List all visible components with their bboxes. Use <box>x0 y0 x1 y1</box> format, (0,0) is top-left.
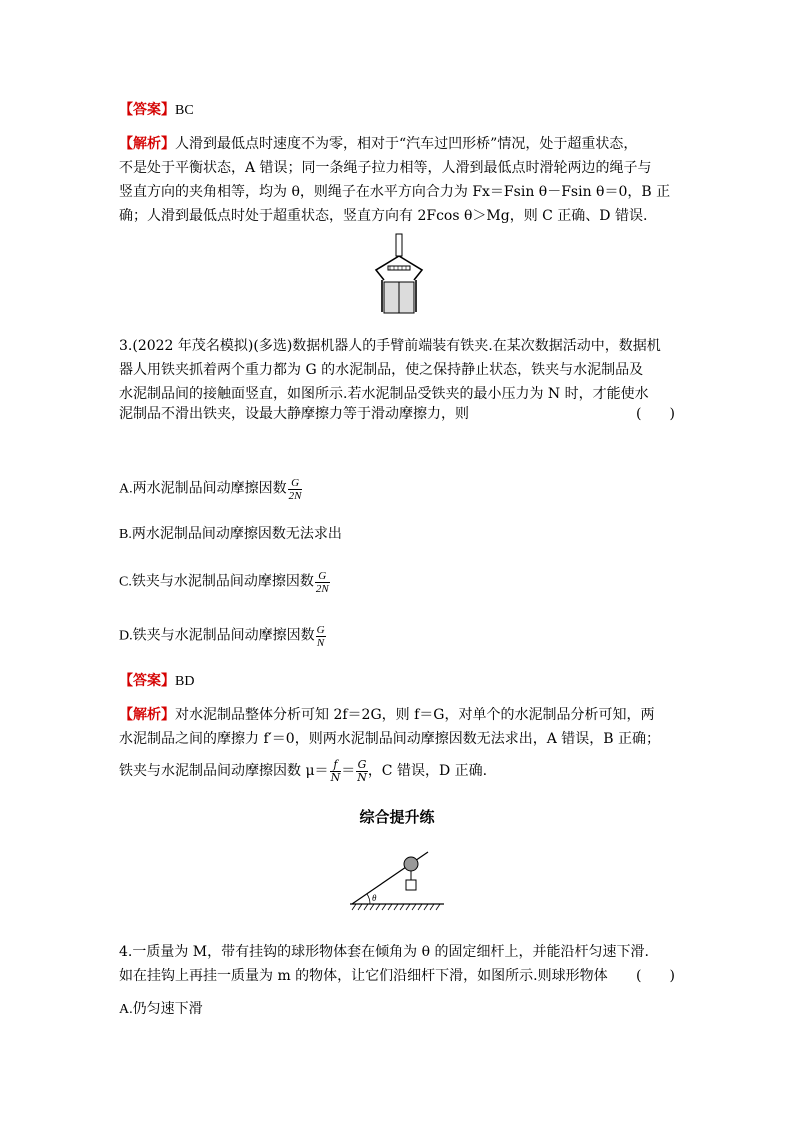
q4-stem-line-1: 4.一质量为 M，带有挂钩的球形物体套在倾角为 θ 的固定细杆上，并能沿杆匀速下滑. <box>119 944 649 960</box>
incline-rod-figure <box>346 848 448 914</box>
iron-clamp-figure <box>370 232 430 320</box>
q3-analysis-tag: 【解析】 <box>119 707 175 723</box>
q3-answer-blank: ( ) <box>636 406 675 422</box>
q3-option-d-fraction: $\frac{G}{N}$ <box>316 624 325 649</box>
q3-option-c <box>119 570 330 595</box>
q3-answer-tag: 【答案】 <box>119 673 175 689</box>
q2-analysis-line-3: 竖直方向的夹角相等，均为 θ，则绳子在水平方向合力为 Fx＝Fsin θ－Fsin θ＝0，B 正 <box>119 184 671 200</box>
hanging-block <box>406 880 416 890</box>
q3-stem-line-1: 3.(2022 年茂名模拟)(多选)数据机器人的手臂前端装有铁夹.在某次数据活动中，数据机 <box>119 338 661 354</box>
ball-body <box>404 857 418 871</box>
q2-answer-tag: 【答案】 <box>119 102 175 118</box>
q3-option-c-fraction: $\frac{G}{2N}$ <box>315 570 329 595</box>
q3-option-a-text: A.两水泥制品间动摩擦因数 <box>119 481 287 497</box>
theta-label: θ <box>372 893 377 903</box>
q2-analysis-line-4: 确；人滑到最低点时处于超重状态，竖直方向有 2Fcos θ＞Mg，则 C 正确、D 错误. <box>119 208 648 224</box>
q3-stem-line-2: 器人用铁夹抓着两个重力都为 G 的水泥制品，使之保持静止状态，铁夹与水泥制品及 <box>119 362 644 378</box>
q3-stem-line-4: 泥制品不滑出铁夹，设最大静摩擦力等于滑动摩擦力，则 <box>119 406 469 422</box>
q4-answer-blank: ( ) <box>636 968 675 984</box>
q2-analysis-line-1 <box>119 134 637 154</box>
cement-block-right <box>399 282 414 313</box>
q2-analysis-line-2: 不是处于平衡状态，A 错误；同一条绳子拉力相等，人滑到最低点时滑轮两边的绳子与 <box>119 160 652 176</box>
q2-answer-value: BC <box>175 103 194 118</box>
q3-option-d-text: D.铁夹与水泥制品间动摩擦因数 <box>119 628 315 644</box>
q2-analysis-text-1: 人滑到最低点时速度不为零，相对于“汽车过凹形桥”情况，处于超重状态， <box>175 136 638 152</box>
q2-answer-line <box>119 100 194 121</box>
q4-stem-line-2: 如在挂钩上再挂一质量为 m 的物体，让它们沿细杆下滑，如图所示.则球形物体 <box>119 968 608 984</box>
q3-option-c-text: C.铁夹与水泥制品间动摩擦因数 <box>119 574 314 590</box>
q3-analysis-line-2: 水泥制品之间的摩擦力 f′＝0，则两水泥制品间动摩擦因数无法求出，A 错误，B 正确； <box>119 731 661 747</box>
q3-analysis-line-3: 铁夹与水泥制品间动摩擦因数 μ＝ $\frac{f}{N}$ ＝ $\frac{G}{N}$ ，C 错误，D 正确. <box>119 757 488 784</box>
q3-option-b: B.两水泥制品间动摩擦因数无法求出 <box>119 527 342 542</box>
q3-analysis-fraction-1: $\frac{f}{N}$ <box>330 757 341 784</box>
cement-block-left <box>384 282 399 313</box>
q3-option-d <box>119 624 326 649</box>
q2-analysis-tag: 【解析】 <box>119 136 175 152</box>
q3-analysis-fraction-2: $\frac{G}{N}$ <box>357 757 367 784</box>
q3-answer-line <box>119 671 194 692</box>
q3-analysis-line-1 <box>119 705 654 725</box>
section-title: 综合提升练 <box>359 808 435 826</box>
q3-option-a-fraction: $\frac{G}{2N}$ <box>288 477 302 502</box>
q3-analysis-text-1: 对水泥制品整体分析可知 2f＝2G，则 f＝G，对单个的水泥制品分析可知，两 <box>175 707 655 723</box>
q3-stem-line-3: 水泥制品间的接触面竖直，如图所示.若水泥制品受铁夹的最小压力为 N 时，才能使水 <box>119 386 649 402</box>
q4-option-a: A.仍匀速下滑 <box>119 1002 203 1017</box>
q3-option-a <box>119 477 302 502</box>
q3-answer-value: BD <box>175 674 195 689</box>
